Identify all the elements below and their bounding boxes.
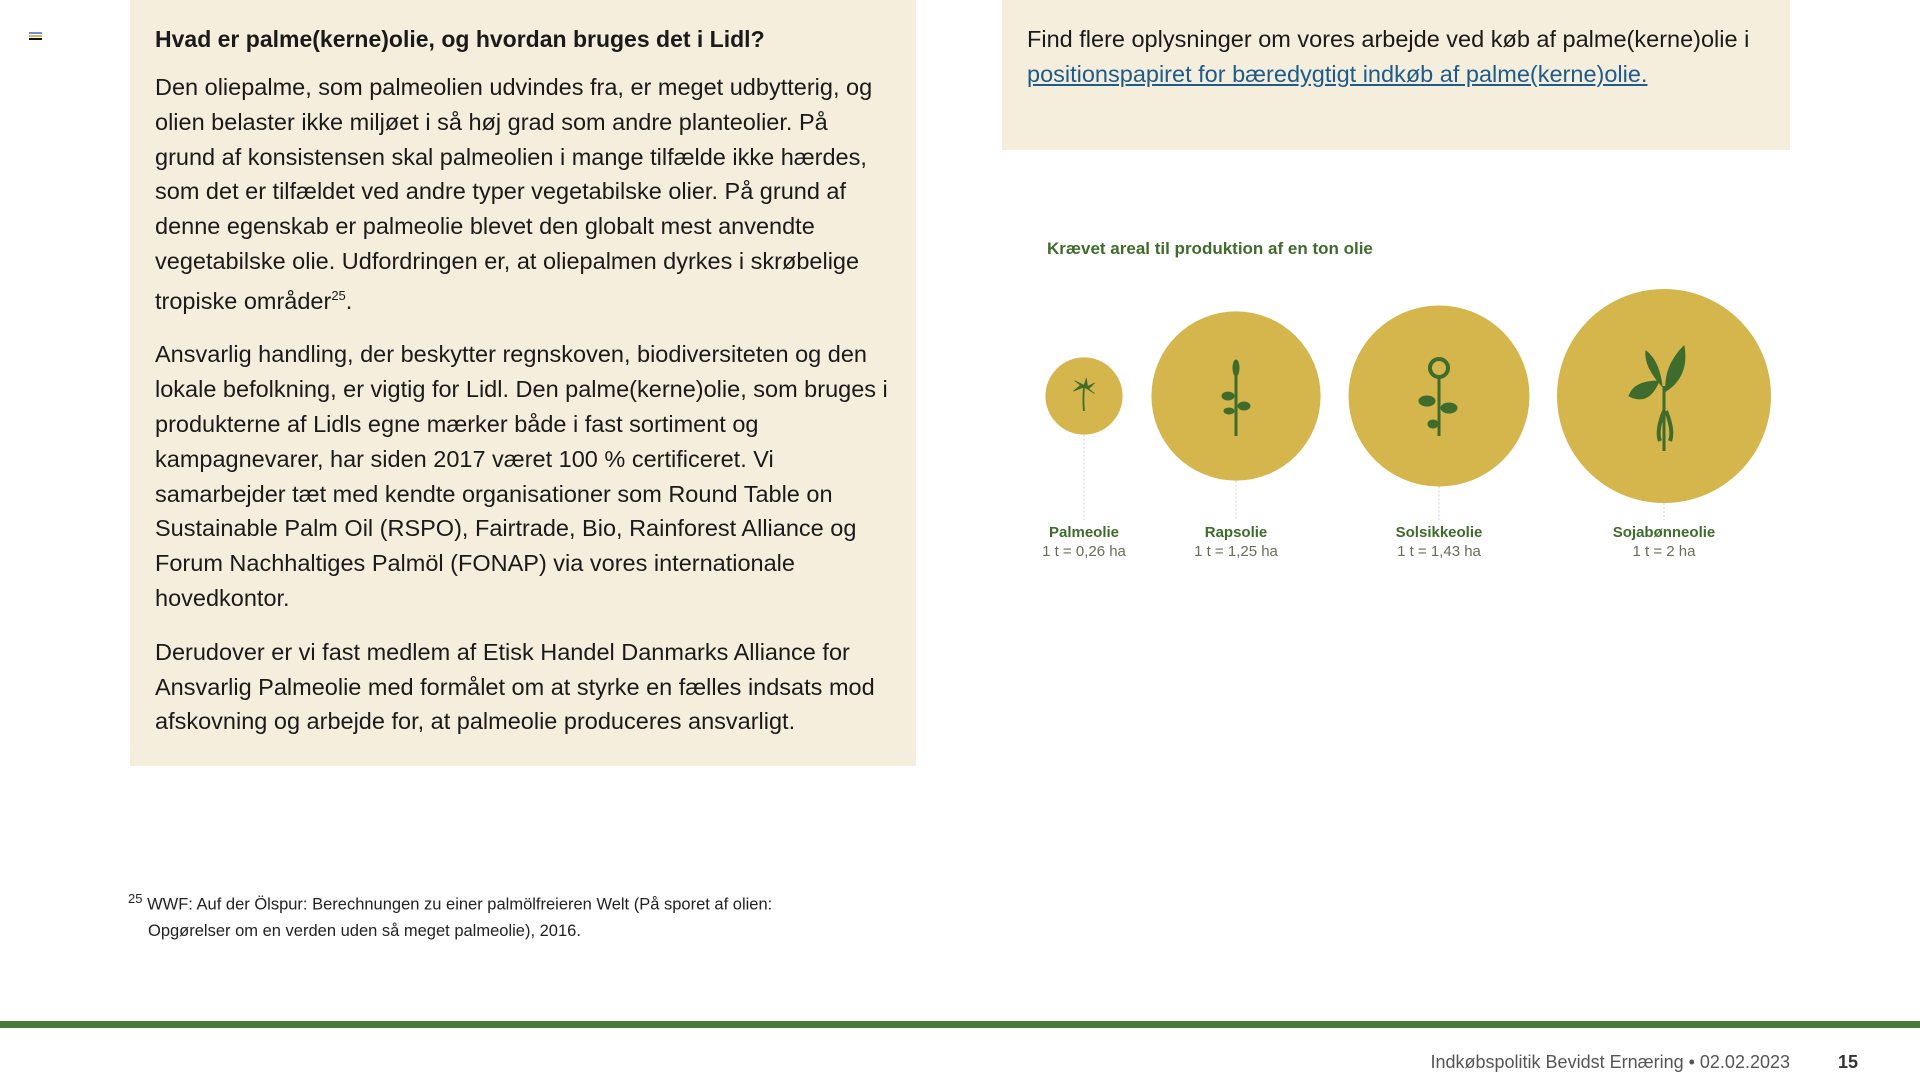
footer-divider <box>0 1021 1920 1028</box>
bubble-chart <box>1000 270 1800 530</box>
bubble-value: 1 t = 1,25 ha <box>1194 543 1278 560</box>
bubble-label <box>1156 524 1316 560</box>
footer-text: Indkøbspolitik Bevidst Ernæring • 02.02.2023 <box>1430 1052 1790 1072</box>
paragraph-1 <box>155 70 891 318</box>
bubble-label <box>1584 524 1744 560</box>
position-paper-link[interactable]: positionspapiret for bæredygtigt indkøb af palme(kerne)olie. <box>1027 60 1648 87</box>
paragraph-1-end: . <box>345 287 353 314</box>
footnote-number: 25 <box>128 891 143 906</box>
bubble-label <box>1004 524 1164 560</box>
bubble-name: Sojabønneolie <box>1612 524 1716 541</box>
footnote <box>128 886 772 944</box>
footnote-line-2: Opgørelser om en verden uden så meget palmeolie), 2016. <box>148 921 581 940</box>
more-info-text: Find flere oplysninger om vores arbejde ved køb af palme(kerne)olie i <box>1027 26 1750 52</box>
bubble-value: 1 t = 1,43 ha <box>1397 543 1481 560</box>
footnote-line-1: WWF: Auf der Ölspur: Berechnungen zu einer palmölfreieren Welt (På sporet af olien: <box>147 895 773 914</box>
page-number: 15 <box>1838 1052 1859 1072</box>
section-heading: Hvad er palme(kerne)olie, og hvordan bruges det i Lidl? <box>155 26 765 52</box>
info-box <box>130 0 916 766</box>
chart-title: Krævet areal til produktion af en ton olie <box>1047 239 1373 258</box>
footnote-ref[interactable]: 25 <box>331 287 346 303</box>
paragraph-2: Ansvarlig handling, der beskytter regnskoven, biodiversiteten og den lokale befolkning, er vigtig for Lidl. Den palme(kerne)olie, som bruges i produkterne af Lidls egne mærker både i fast sortiment og kampagnevarer, har siden 2017 været 100 % certificeret. Vi samarbejder tæt med kendte organisationer som Round Table on Sustainable Palm Oil (RSPO), Fairtrade, Bio, Rainforest Alliance og Forum Nachhaltiges Palmöl (FONAP) via vores internationale hovedkontor. <box>155 341 888 611</box>
bubble-name: Solsikkeolie <box>1395 524 1483 541</box>
flag-icon <box>29 32 42 42</box>
bubble-label <box>1359 524 1519 560</box>
bubble-value: 1 t = 2 ha <box>1632 543 1696 560</box>
bubble-name: Palmeolie <box>1048 524 1120 541</box>
paragraph-3: Derudover er vi fast medlem af Etisk Handel Danmarks Alliance for Ansvarlig Palmeolie med formålet om at styrke en fælles indsats mod afskovning og arbejde for, at palmeolie produceres ansvarligt. <box>155 638 875 735</box>
paragraph-1-text: Den oliepalme, som palmeolien udvindes fra, er meget udbytterig, og olien belaster ikke miljøet i så høj grad som andre planteolier. På grund af konsistensen skal palmeolien i mange tilfælde ikke hærdes, som det er tilfældet ved andre typer vegetabilske olier. På grund af denne egenskab er palmeolie blevet den globalt mest anvendte vegetabilske olie. Udfordringen er, at oliepalmen dyrkes i skrøbelige tropiske områder <box>155 74 873 314</box>
bubble-name: Rapsolie <box>1204 524 1268 541</box>
more-info-box <box>1002 0 1790 150</box>
bubble-value: 1 t = 0,26 ha <box>1042 543 1126 560</box>
